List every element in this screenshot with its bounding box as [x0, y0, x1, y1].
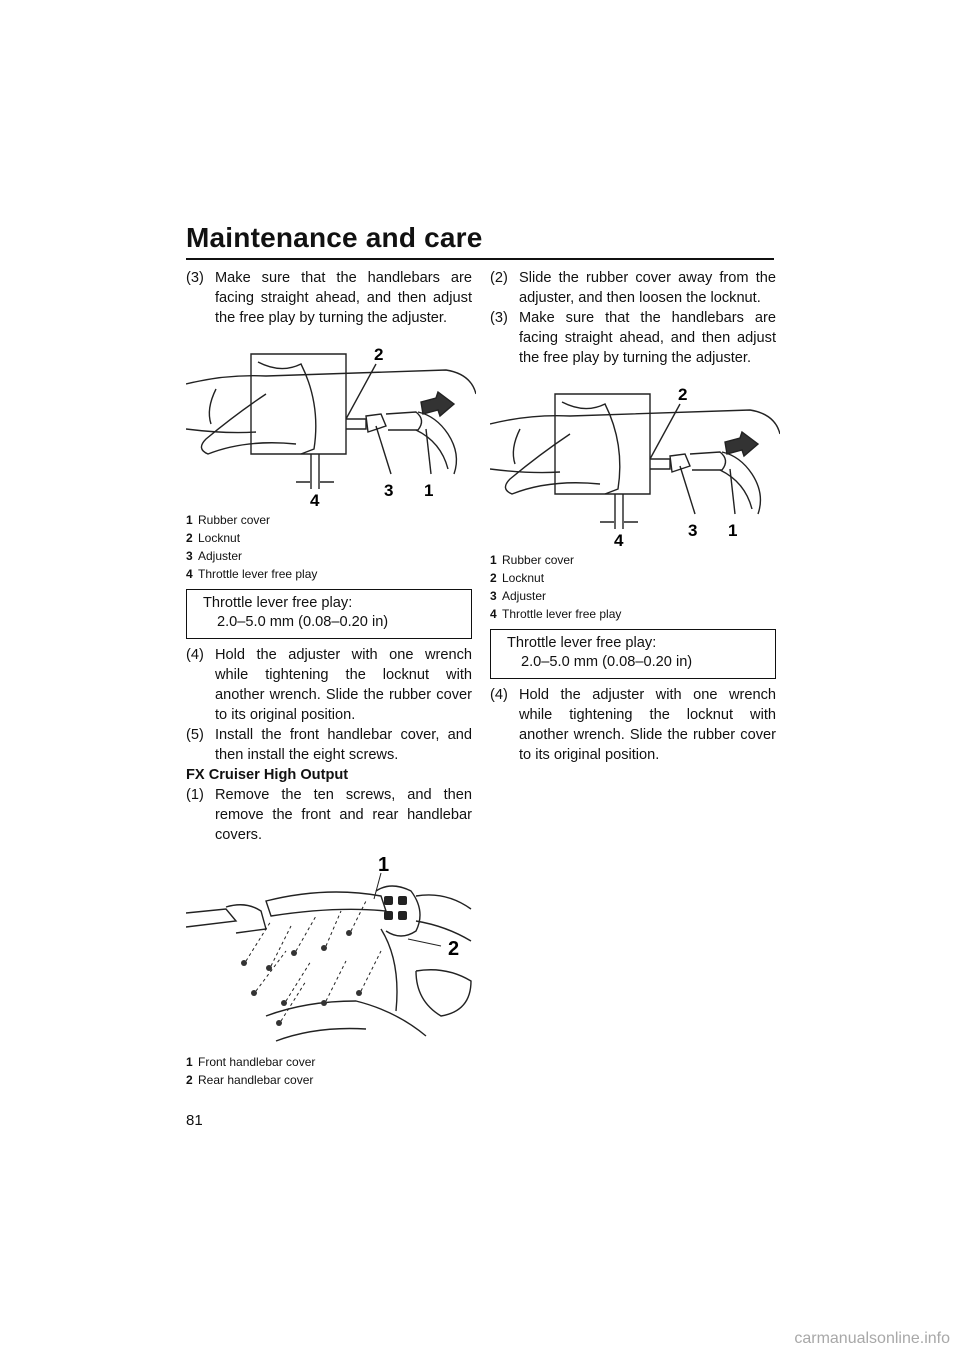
- legend-number: 1: [186, 1055, 193, 1069]
- legend-number: 4: [490, 607, 497, 621]
- legend-label: Locknut: [198, 531, 241, 545]
- step-number: (3): [490, 310, 508, 326]
- footer-watermark: carmanualsonline.info: [794, 1330, 950, 1347]
- legend-item: [186, 1053, 472, 1071]
- spec-box: [186, 589, 472, 639]
- figure-legend: [186, 511, 472, 583]
- step-text: Hold the adjuster with one wrench while tightening the locknut with another wrench. Slide the rubber cover to its original position.: [519, 687, 776, 763]
- legend-item: [186, 511, 472, 529]
- section-heading: FX Cruiser High Output: [186, 767, 349, 783]
- callout-label: 1: [728, 521, 738, 540]
- left-column: [186, 268, 472, 1089]
- title-rule: [186, 258, 774, 260]
- step-text: Hold the adjuster with one wrench while tightening the locknut with another wrench. Slide the rubber cover to its original position.: [215, 647, 472, 723]
- spec-label: Throttle lever free play:: [507, 635, 657, 651]
- callout-label: 2: [678, 385, 688, 404]
- step-number: (5): [186, 727, 204, 743]
- throttle-lever-illustration: [490, 374, 780, 549]
- legend-number: 2: [490, 571, 497, 585]
- spec-value: 2.0–5.0 mm (0.08–0.20 in): [217, 614, 389, 630]
- step-number: (4): [186, 647, 204, 663]
- legend-item: [490, 587, 776, 605]
- legend-number: 1: [186, 513, 193, 527]
- legend-item: [186, 547, 472, 565]
- step-number: (3): [186, 270, 204, 286]
- step-item: [186, 725, 472, 765]
- step-number: (2): [490, 270, 508, 286]
- legend-label: Adjuster: [502, 589, 547, 603]
- throttle-figure: [186, 334, 472, 509]
- step-number: (1): [186, 787, 204, 803]
- legend-number: 2: [186, 531, 193, 545]
- legend-item: [490, 605, 776, 623]
- step-item: [490, 685, 776, 765]
- legend-item: [186, 529, 472, 547]
- callout-label: 2: [374, 345, 384, 364]
- right-column: [490, 268, 776, 765]
- legend-label: Locknut: [502, 571, 545, 585]
- callout-label: 3: [384, 481, 394, 500]
- step-text: Slide the rubber cover away from the adjuster, and then loosen the locknut.: [519, 270, 776, 306]
- spec-value: 2.0–5.0 mm (0.08–0.20 in): [521, 654, 693, 670]
- handlebar-cover-figure: [186, 851, 472, 1051]
- step-text: Make sure that the handlebars are facing straight ahead, and then adjust the free play by turning the adjuster.: [519, 310, 776, 366]
- callout-label: 2: [448, 938, 460, 960]
- step-text: Make sure that the handlebars are facing straight ahead, and then adjust the free play by turning the adjuster.: [215, 270, 472, 326]
- legend-item: [490, 569, 776, 587]
- step-item: [186, 645, 472, 725]
- page-title: Maintenance and care: [186, 222, 483, 253]
- step-item: [186, 268, 472, 328]
- legend-item: [186, 565, 472, 583]
- spec-box: [490, 629, 776, 679]
- legend-label: Throttle lever free play: [198, 567, 318, 581]
- legend-number: 3: [186, 549, 193, 563]
- legend-label: Rubber cover: [502, 553, 575, 567]
- step-item: [186, 785, 472, 845]
- spec-label: Throttle lever free play:: [203, 595, 353, 611]
- legend-label: Throttle lever free play: [502, 607, 622, 621]
- callout-label: 4: [310, 491, 320, 509]
- figure-legend: [490, 551, 776, 623]
- figure-legend: [186, 1053, 472, 1089]
- page-number: 81: [186, 1112, 203, 1129]
- step-text: Install the front handlebar cover, and then install the eight screws.: [215, 727, 472, 763]
- step-number: (4): [490, 687, 508, 703]
- callout-label: 3: [688, 521, 698, 540]
- throttle-figure: [490, 374, 776, 549]
- legend-item: [490, 551, 776, 569]
- legend-number: 3: [490, 589, 497, 603]
- step-item: [490, 308, 776, 368]
- step-text: Remove the ten screws, and then remove the front and rear handlebar covers.: [215, 787, 472, 843]
- legend-number: 4: [186, 567, 193, 581]
- legend-item: [186, 1071, 472, 1089]
- legend-label: Rubber cover: [198, 513, 271, 527]
- callout-label: 4: [614, 531, 624, 549]
- legend-label: Front handlebar cover: [198, 1055, 316, 1069]
- callout-label: 1: [424, 481, 434, 500]
- step-item: [490, 268, 776, 308]
- throttle-lever-illustration: [186, 334, 476, 509]
- handlebar-cover-illustration: [186, 851, 476, 1051]
- legend-number: 1: [490, 553, 497, 567]
- legend-number: 2: [186, 1073, 193, 1087]
- callout-label: 1: [378, 854, 390, 876]
- legend-label: Adjuster: [198, 549, 243, 563]
- legend-label: Rear handlebar cover: [198, 1073, 314, 1087]
